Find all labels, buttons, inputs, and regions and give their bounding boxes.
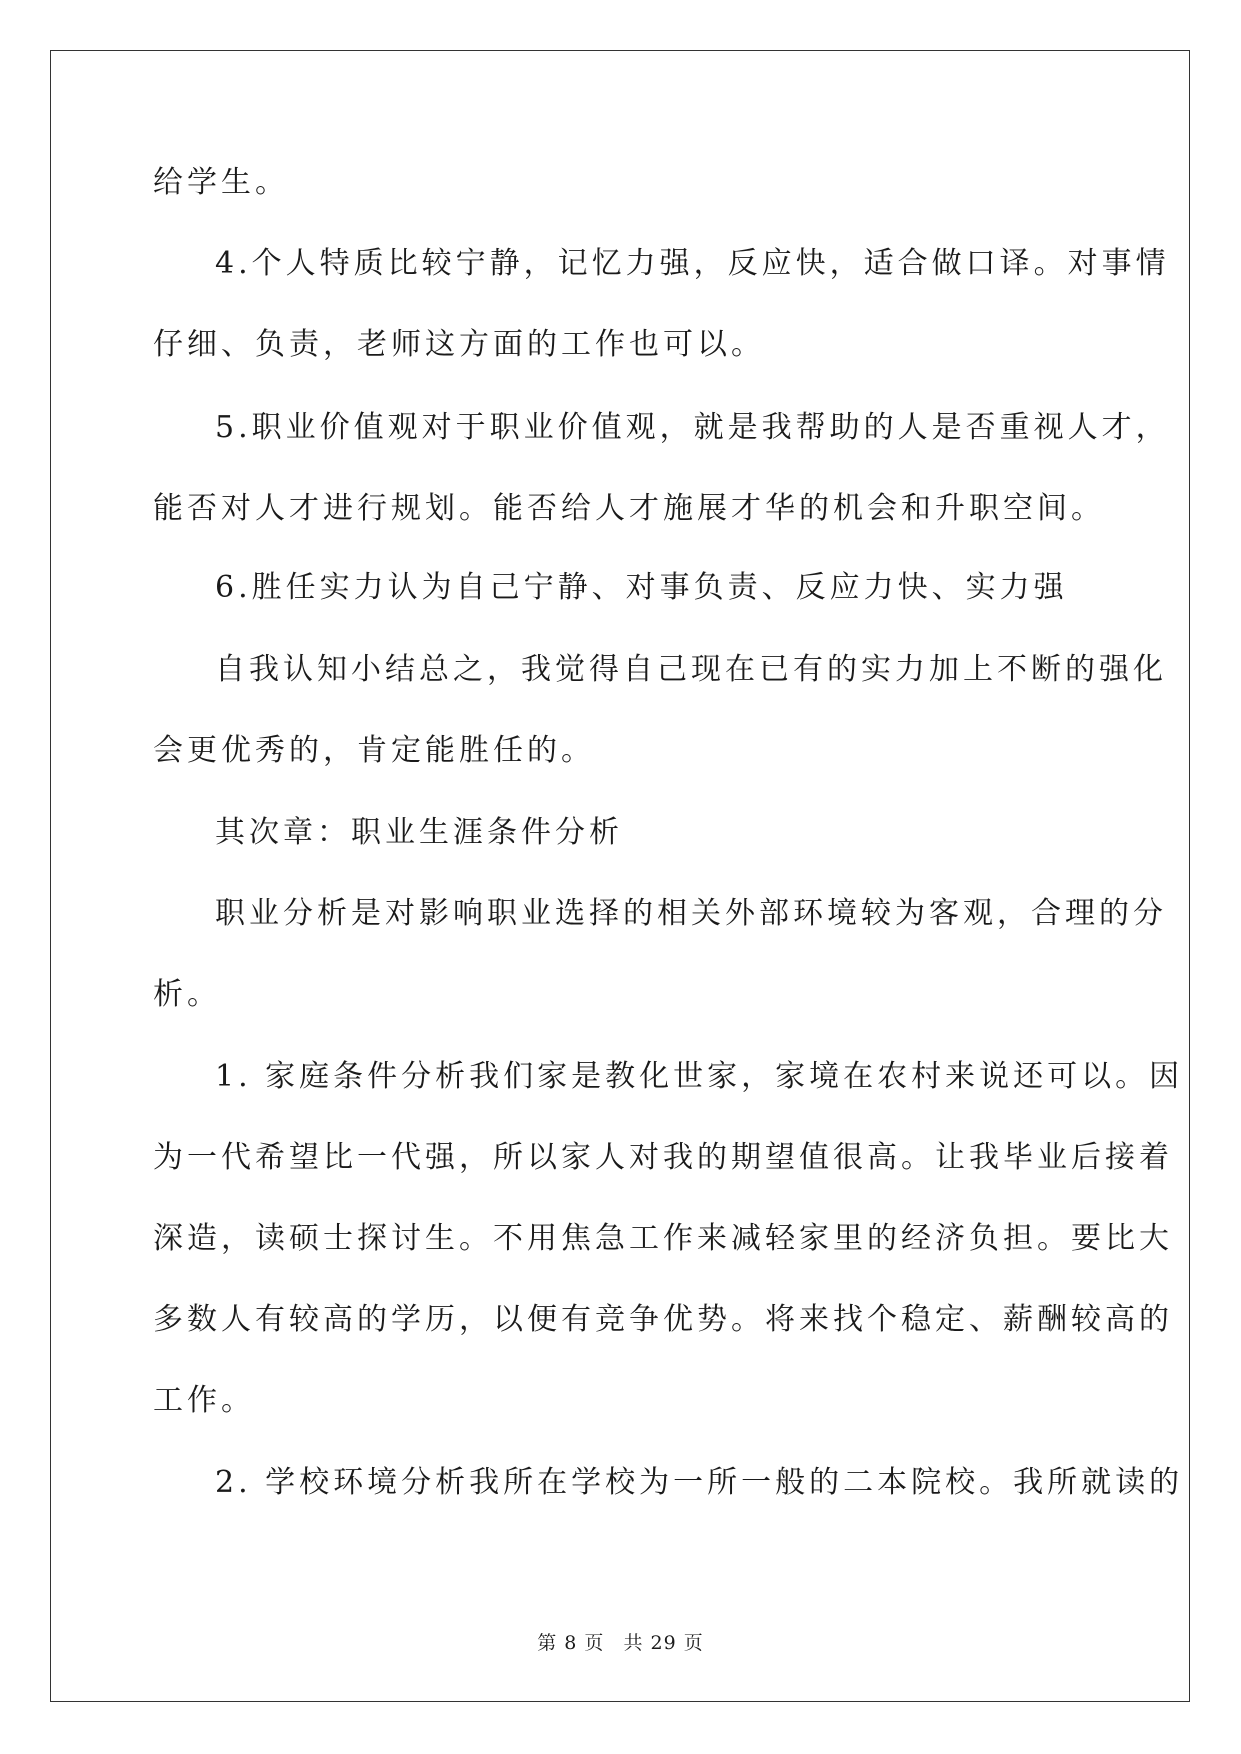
- paragraph-line: 给学生。: [153, 165, 289, 200]
- page-footer: [0, 1628, 1241, 1655]
- paragraph-line: 仔细、负责，老师这方面的工作也可以。: [153, 327, 765, 362]
- paragraph-line: 工作。: [153, 1383, 255, 1418]
- paragraph-line: 为一代希望比一代强，所以家人对我的期望值很高。让我毕业后接着: [153, 1140, 1173, 1175]
- paragraph-line: 职业分析是对影响职业选择的相关外部环境较为客观，合理的分: [215, 896, 1167, 931]
- paragraph-line: 深造，读硕士探讨生。不用焦急工作来减轻家里的经济负担。要比大: [153, 1221, 1173, 1256]
- paragraph-line: 能否对人才进行规划。能否给人才施展才华的机会和升职空间。: [153, 491, 1105, 526]
- page-number-total: 共 29 页: [623, 1632, 704, 1654]
- paragraph-line: 自我认知小结总之，我觉得自己现在已有的实力加上不断的强化: [215, 652, 1167, 687]
- page-border: [50, 50, 1190, 1702]
- paragraph-line: 析。: [153, 977, 221, 1012]
- paragraph-line: 6.胜任实力认为自己宁静、对事负责、反应力快、实力强: [215, 570, 1068, 605]
- paragraph-line: 多数人有较高的学历，以便有竞争优势。将来找个稳定、薪酬较高的: [153, 1302, 1173, 1337]
- paragraph-line: 5.职业价值观对于职业价值观，就是我帮助的人是否重视人才，: [215, 410, 1170, 445]
- paragraph-line: 2. 学校环境分析我所在学校为一所一般的二本院校。我所就读的: [215, 1465, 1184, 1500]
- paragraph-line: 1. 家庭条件分析我们家是教化世家，家境在农村来说还可以。因: [215, 1059, 1184, 1094]
- paragraph-line: 4.个人特质比较宁静，记忆力强，反应快，适合做口译。对事情: [215, 246, 1170, 281]
- section-heading: 其次章：职业生涯条件分析: [215, 815, 623, 850]
- page-number-current: 第 8 页: [537, 1632, 605, 1654]
- paragraph-line: 会更优秀的，肯定能胜任的。: [153, 733, 595, 768]
